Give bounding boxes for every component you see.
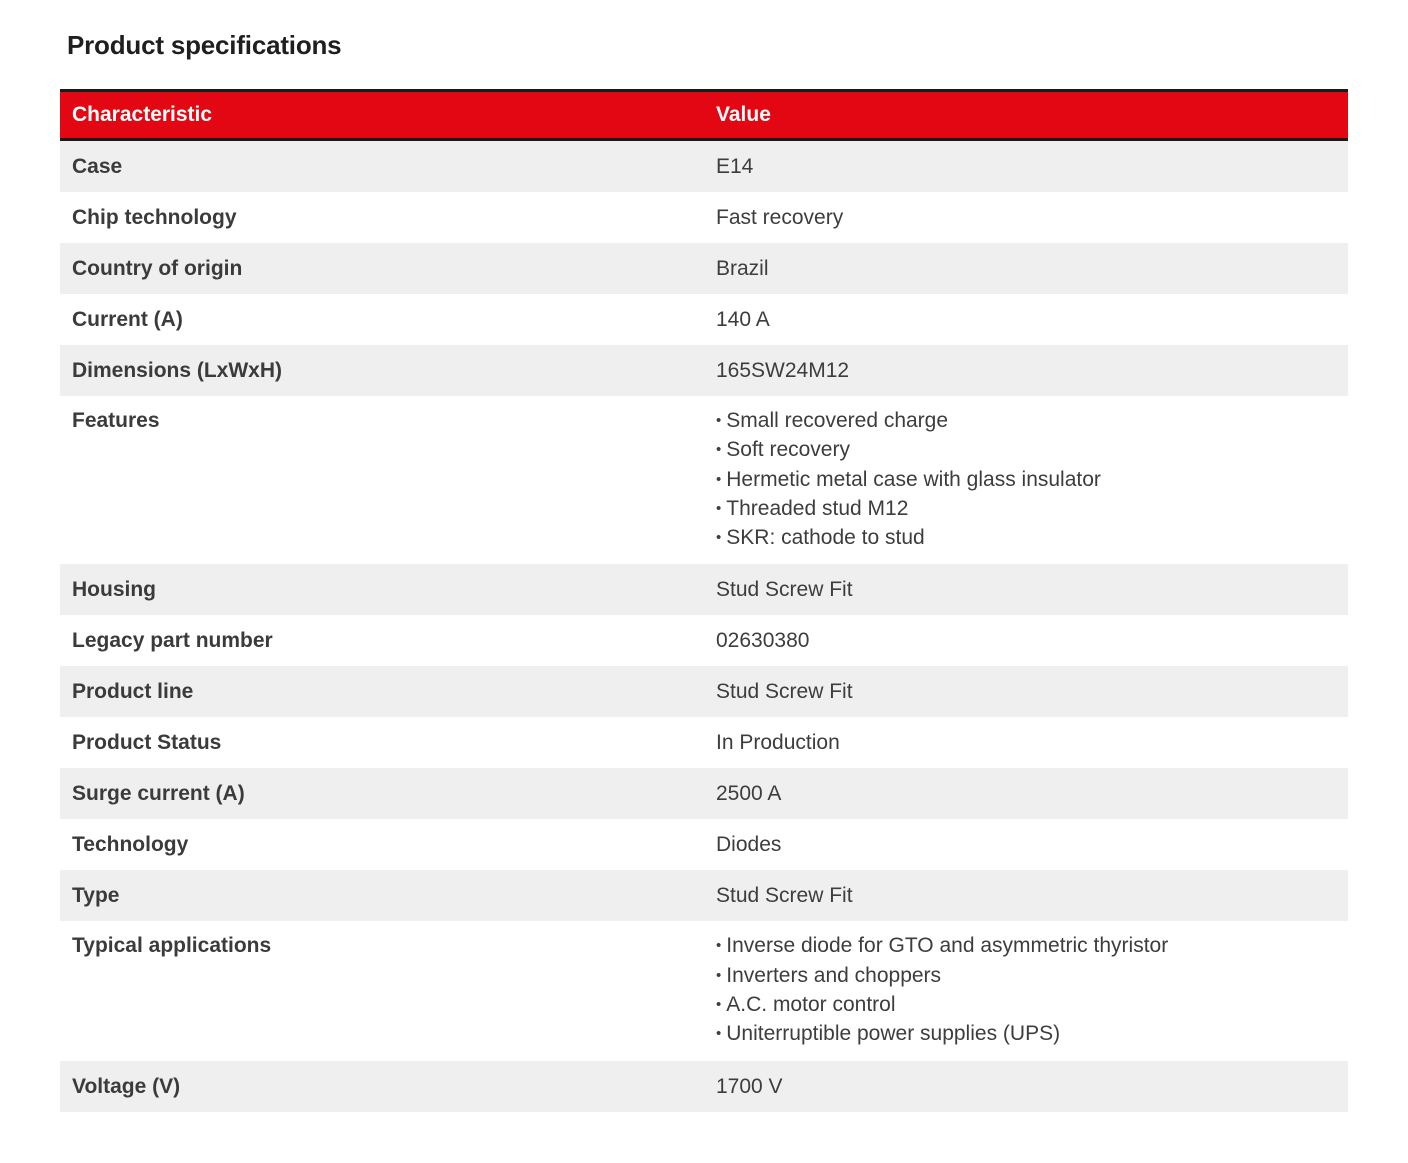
list-item xyxy=(716,495,1336,524)
bullet-icon: • xyxy=(716,412,722,429)
table-row xyxy=(60,666,1348,717)
characteristic-cell: Product Status xyxy=(60,717,704,768)
characteristic-cell: Current (A) xyxy=(60,294,704,345)
list-item-text: Inverse diode for GTO and asymmetric thyristor xyxy=(726,934,1169,958)
bullet-icon: • xyxy=(716,470,722,488)
value-cell: 2500 A xyxy=(704,768,1348,819)
list-item-text: Threaded stud M12 xyxy=(726,496,909,520)
value-cell: 02630380 xyxy=(704,615,1348,666)
table-row xyxy=(60,768,1348,819)
column-header-value: Value xyxy=(704,91,1348,140)
list-item xyxy=(716,466,1336,495)
table-body xyxy=(60,140,1348,1112)
characteristic-cell: Dimensions (LxWxH) xyxy=(60,345,704,396)
table-row xyxy=(60,717,1348,768)
table-row xyxy=(60,1061,1348,1112)
table-row xyxy=(60,819,1348,870)
characteristic-cell: Country of origin xyxy=(60,243,704,294)
characteristic-cell: Product line xyxy=(60,666,704,717)
table-row xyxy=(60,615,1348,666)
characteristic-cell: Case xyxy=(60,140,704,193)
characteristic-cell: Typical applications xyxy=(60,921,704,1060)
value-cell: 165SW24M12 xyxy=(704,345,1348,396)
table-row xyxy=(60,564,1348,615)
bullet-icon: • xyxy=(716,529,722,547)
bullet-icon: • xyxy=(716,1025,722,1043)
list-item-text: A.C. motor control xyxy=(726,993,896,1017)
list-item xyxy=(716,962,1336,991)
specifications-table xyxy=(60,89,1348,1112)
list-item xyxy=(716,407,1336,436)
list-item-text: Inverters and choppers xyxy=(726,963,942,987)
list-item-text: Uniterruptible power supplies (UPS) xyxy=(726,1022,1061,1046)
table-row xyxy=(60,921,1348,1060)
value-bullet-list xyxy=(716,932,1336,1049)
table-row xyxy=(60,345,1348,396)
list-item-text: Small recovered charge xyxy=(726,409,949,432)
value-cell: Stud Screw Fit xyxy=(704,564,1348,615)
list-item xyxy=(716,436,1336,465)
characteristic-cell: Legacy part number xyxy=(60,615,704,666)
page-title: Product specifications xyxy=(67,30,342,60)
bullet-icon: • xyxy=(716,996,722,1014)
value-cell: Stud Screw Fit xyxy=(704,666,1348,717)
characteristic-cell: Features xyxy=(60,396,704,564)
value-cell: E14 xyxy=(704,140,1348,193)
characteristic-cell: Housing xyxy=(60,564,704,615)
characteristic-cell: Type xyxy=(60,870,704,921)
value-cell: In Production xyxy=(704,717,1348,768)
table-header xyxy=(60,91,1348,140)
list-item xyxy=(716,932,1336,961)
list-item-text: SKR: cathode to stud xyxy=(726,526,925,550)
table-row xyxy=(60,140,1348,193)
table-row xyxy=(60,870,1348,921)
bullet-icon: • xyxy=(716,966,722,984)
table-row xyxy=(60,192,1348,243)
value-cell xyxy=(704,396,1348,564)
value-cell: Fast recovery xyxy=(704,192,1348,243)
value-cell: 140 A xyxy=(704,294,1348,345)
value-cell xyxy=(704,921,1348,1060)
value-bullet-list xyxy=(716,407,1336,553)
value-cell: 1700 V xyxy=(704,1061,1348,1112)
value-cell: Stud Screw Fit xyxy=(704,870,1348,921)
list-item-text: Hermetic metal case with glass insulator xyxy=(726,467,1101,491)
list-item xyxy=(716,524,1336,553)
value-cell: Diodes xyxy=(704,819,1348,870)
column-header-characteristic: Characteristic xyxy=(60,91,704,140)
bullet-icon: • xyxy=(716,937,722,955)
table-row xyxy=(60,243,1348,294)
header-row xyxy=(60,91,1348,140)
characteristic-cell: Surge current (A) xyxy=(60,768,704,819)
bullet-icon: • xyxy=(716,499,722,517)
list-item xyxy=(716,1020,1336,1049)
value-cell: Brazil xyxy=(704,243,1348,294)
list-item-text: Soft recovery xyxy=(726,438,850,462)
table-row xyxy=(60,294,1348,345)
bullet-icon: • xyxy=(716,441,722,459)
list-item xyxy=(716,991,1336,1020)
characteristic-cell: Voltage (V) xyxy=(60,1061,704,1112)
characteristic-cell: Technology xyxy=(60,819,704,870)
table-row xyxy=(60,396,1348,564)
characteristic-cell: Chip technology xyxy=(60,192,704,243)
